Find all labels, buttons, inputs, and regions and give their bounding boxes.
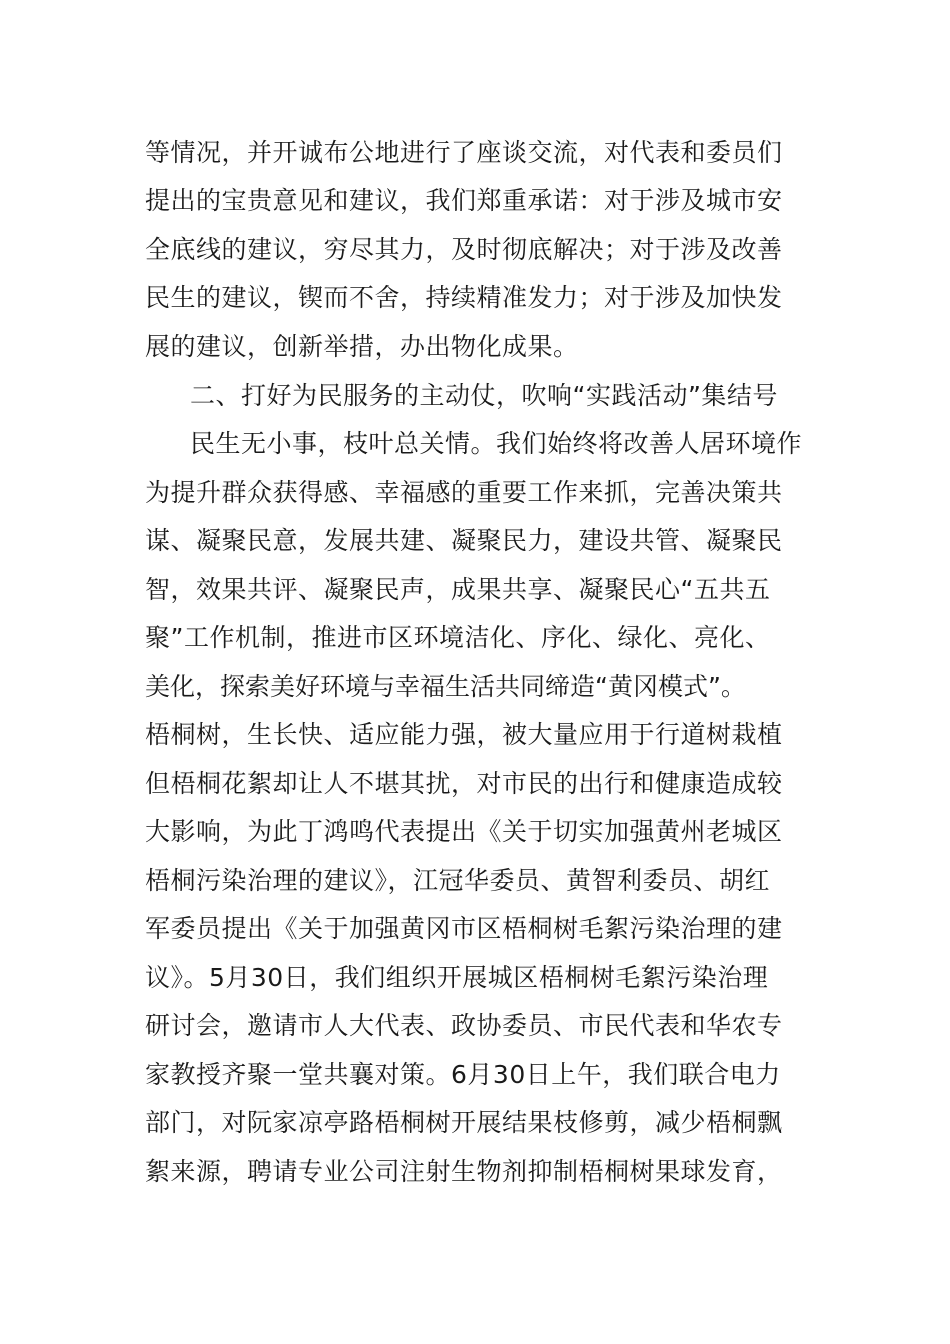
text-line: 谋、凝聚民意，发展共建、凝聚民力，建设共管、凝聚民 bbox=[145, 526, 783, 555]
text-line: 议》。5月30日，我们组织开展城区梧桐树毛絮污染治理 bbox=[145, 963, 769, 992]
text-line: 聚”工作机制，推进市区环境洁化、序化、绿化、亮化、 bbox=[145, 623, 771, 652]
text-line: 美化，探索美好环境与幸福生活共同缔造“黄冈模式”。 bbox=[145, 672, 746, 701]
text-line: 家教授齐聚一堂共襄对策。6月30日上午，我们联合电力 bbox=[145, 1060, 781, 1089]
text-line: 全底线的建议，穷尽其力，及时彻底解决；对于涉及改善 bbox=[145, 235, 783, 264]
text-line: 研讨会，邀请市人大代表、政协委员、市民代表和华农专 bbox=[145, 1011, 783, 1040]
section-heading: 二、打好为民服务的主动仗，吹响“实践活动”集结号 bbox=[190, 381, 778, 410]
text-line: 军委员提出《关于加强黄冈市区梧桐树毛絮污染治理的建 bbox=[145, 914, 783, 943]
text-line: 民生的建议，锲而不舍，持续精准发力；对于涉及加快发 bbox=[145, 283, 783, 312]
text-line: 为提升群众获得感、幸福感的重要工作来抓，完善决策共 bbox=[145, 478, 783, 507]
text-line: 但梧桐花絮却让人不堪其扰，对市民的出行和健康造成较 bbox=[145, 769, 783, 798]
text-line: 提出的宝贵意见和建议，我们郑重承诺：对于涉及城市安 bbox=[145, 186, 783, 215]
text-line: 等情况，并开诚布公地进行了座谈交流，对代表和委员们 bbox=[145, 138, 783, 167]
text-line: 展的建议，创新举措，办出物化成果。 bbox=[145, 332, 579, 361]
text-line: 絮来源，聘请专业公司注射生物剂抑制梧桐树果球发育， bbox=[145, 1157, 783, 1186]
text-line: 民生无小事，枝叶总关情。我们始终将改善人居环境作 bbox=[190, 429, 803, 458]
text-line: 部门，对阮家凉亭路梧桐树开展结果枝修剪，减少梧桐飘 bbox=[145, 1108, 783, 1137]
text-line: 智，效果共评、凝聚民声，成果共享、凝聚民心“五共五 bbox=[145, 575, 771, 604]
text-line: 大影响，为此丁鸿鸣代表提出《关于切实加强黄州老城区 bbox=[145, 817, 783, 846]
text-line: 梧桐树，生长快、适应能力强，被大量应用于行道树栽植 bbox=[145, 720, 783, 749]
text-line: 梧桐污染治理的建议》，江冠华委员、黄智利委员、胡红 bbox=[145, 866, 771, 895]
